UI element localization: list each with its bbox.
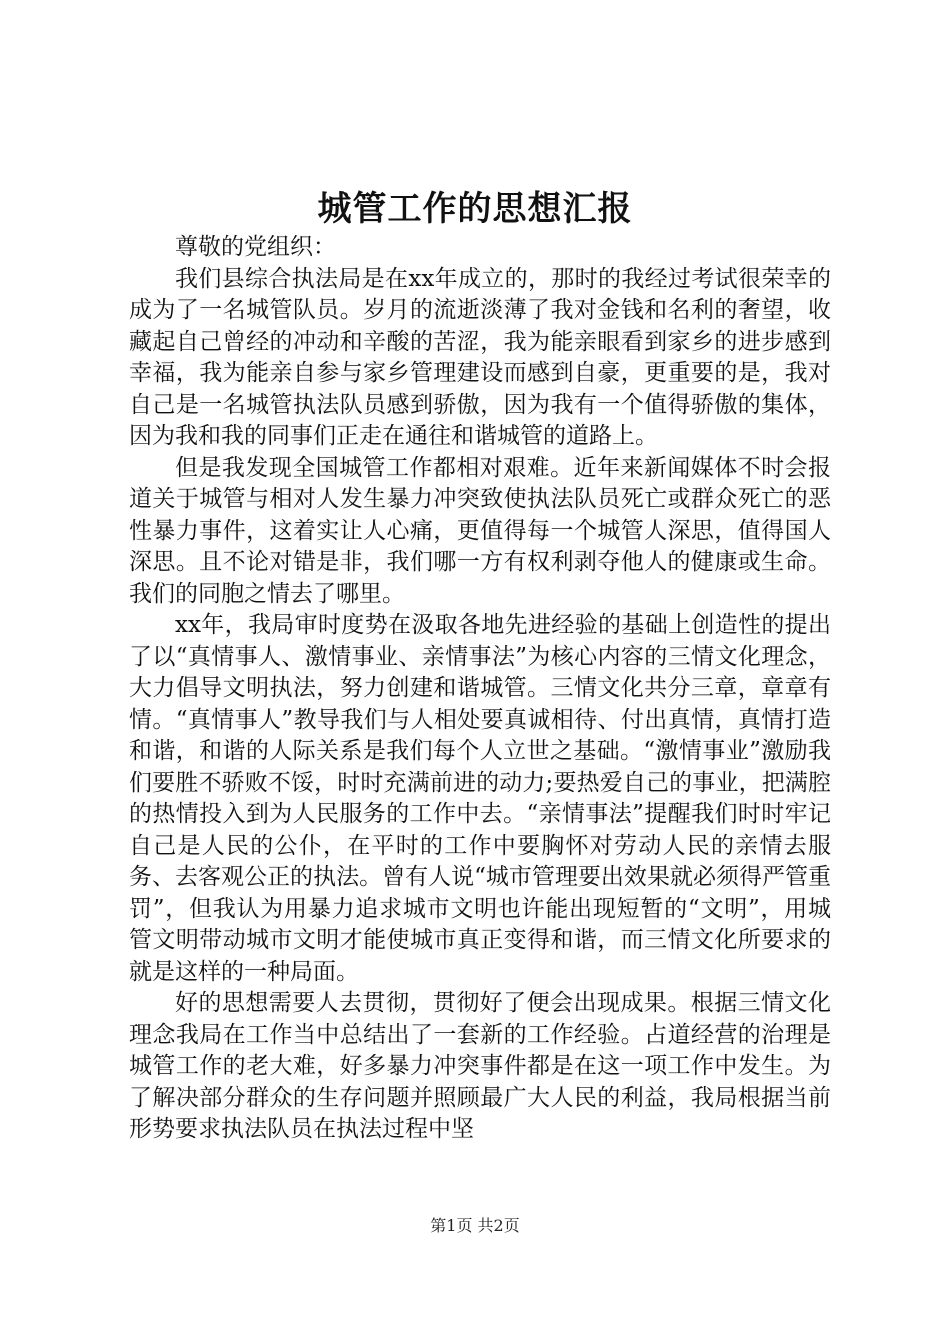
page-footer: 第1页 共2页 <box>430 1216 520 1235</box>
paragraph-2: 但是我发现全国城管工作都相对艰难。近年来新闻媒体不时会报道关于城管与相对人发生暴力冲突致使执法队员死亡或群众死亡的恶性暴力事件，这着实让人心痛，更值得每一个城管人深思，值得国人深思。且不论对错是非，我们哪一方有权利剥夺他人的健康或生命。我们的同胞之情去了哪里。 <box>129 454 831 607</box>
document-body <box>129 232 831 1146</box>
paragraph-3: xx年，我局审时度势在汲取各地先进经验的基础上创造性的提出了以“真情事人、激情事业、亲情事法”为核心内容的三情文化理念，大力倡导文明执法，努力创建和谐城管。三情文化共分三章，章章有情。“真情事人”教导我们与人相处要真诚相待、付出真情，真情打造和谐，和谐的人际关系是我们每个人立世之基础。“激情事业”激励我们要胜不骄败不馁，时时充满前进的动力;要热爱自己的事业，把满腔的热情投入到为人民服务的工作中去。“亲情事法”提醒我们时时牢记自己是人民的公仆，在平时的工作中要胸怀对劳动人民的亲情去服务、去客观公正的执法。曾有人说“城市管理要出效果就必须得严管重罚”，但我认为用暴力追求城市文明也许能出现短暂的“文明”，用城管文明带动城市文明才能使城市真正变得和谐，而三情文化所要求的就是这样的一种局面。 <box>129 612 831 985</box>
paragraph-1: 我们县综合执法局是在xx年成立的，那时的我经过考试很荣幸的成为了一名城管队员。岁月的流逝淡薄了我对金钱和名利的奢望，收藏起自己曾经的冲动和辛酸的苦涩，我为能亲眼看到家乡的进步感到幸福，我为能亲自参与家乡管理建设而感到自豪，更重要的是，我对自己是一名城管执法队员感到骄傲，因为我有一个值得骄傲的集体，因为我和我的同事们正走在通往和谐城管的道路上。 <box>129 265 831 449</box>
paragraph-4: 好的思想需要人去贯彻，贯彻好了便会出现成果。根据三情文化理念我局在工作当中总结出了一套新的工作经验。占道经营的治理是城管工作的老大难，好多暴力冲突事件都是在这一项工作中发生。为了解决部分群众的生存问题并照顾最广大人民的利益，我局根据当前形势要求执法队员在执法过程中坚 <box>129 990 831 1142</box>
document-title: 城管工作的思想汇报 <box>317 189 633 229</box>
salutation: 尊敬的党组织： <box>175 234 336 260</box>
